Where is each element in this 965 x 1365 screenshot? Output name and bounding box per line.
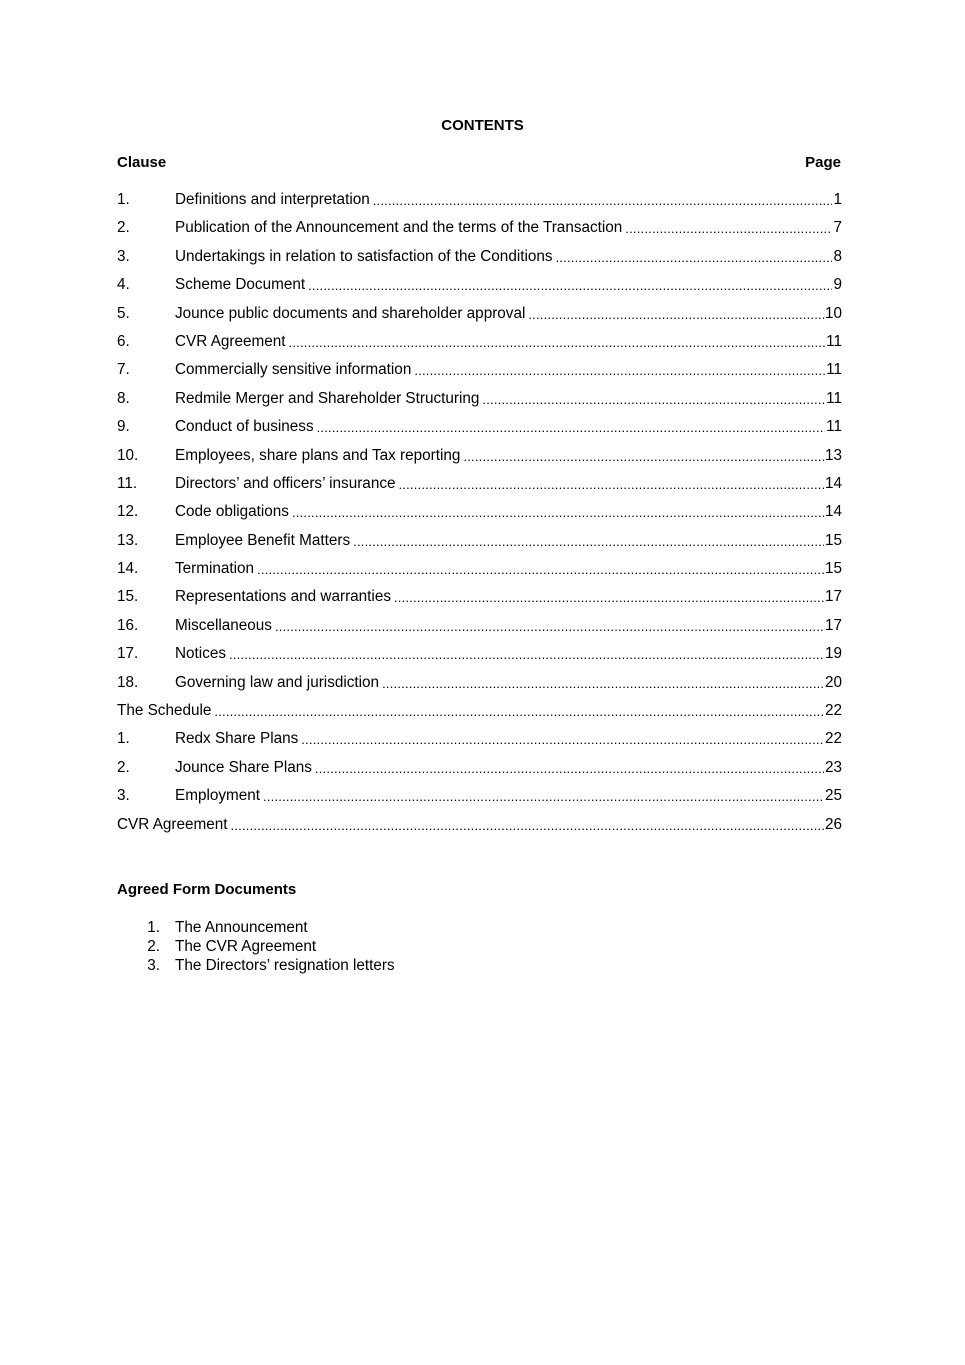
toc-dot-leader — [556, 246, 833, 270]
toc-entry[interactable] — [117, 303, 842, 331]
toc-entry-page-number: 11 — [826, 389, 842, 407]
toc-entry-page-number: 20 — [824, 673, 842, 691]
clause-column-header: Clause — [117, 154, 167, 171]
toc-entry-page-number: 15 — [824, 531, 842, 549]
toc-entry[interactable] — [117, 700, 842, 728]
toc-entry-page-number: 23 — [824, 758, 842, 776]
agreed-form-item — [117, 956, 395, 975]
toc-dot-leader — [394, 586, 824, 610]
toc-entry-number: 4. — [117, 276, 130, 294]
toc-entry-page-number: 22 — [824, 702, 842, 720]
toc-entry-number: 13. — [117, 531, 139, 549]
page-title: CONTENTS — [441, 117, 524, 134]
toc-entry-page-number: 22 — [824, 730, 842, 748]
toc-entry-number: 18. — [117, 673, 139, 691]
toc-dot-leader — [315, 757, 824, 781]
toc-dot-leader — [373, 189, 833, 213]
toc-dot-leader — [214, 700, 824, 724]
toc-entry-title[interactable]: CVR Agreement — [175, 332, 286, 350]
toc-entry[interactable] — [117, 331, 842, 359]
toc-entry-title[interactable]: Redx Share Plans — [175, 730, 299, 748]
toc-entry-title[interactable]: Conduct of business — [175, 418, 314, 436]
toc-entry-title[interactable]: Employees, share plans and Tax reporting — [175, 446, 461, 464]
toc-entry-number: 7. — [117, 361, 130, 379]
toc-dot-leader — [463, 445, 824, 469]
agreed-form-heading: Agreed Form Documents — [117, 881, 297, 898]
toc-entry-number: 6. — [117, 332, 130, 350]
table-of-contents — [117, 189, 842, 842]
toc-entry-number: 16. — [117, 616, 139, 634]
toc-entry-page-number: 14 — [824, 474, 842, 492]
toc-entry-page-number: 11 — [826, 418, 842, 436]
toc-entry[interactable] — [117, 558, 842, 586]
toc-entry[interactable] — [117, 785, 842, 813]
toc-entry-number: 1. — [117, 191, 130, 208]
toc-entry-title[interactable]: Publication of the Announcement and the terms of the Transaction — [175, 219, 623, 237]
agreed-form-item-number: 1. — [147, 919, 160, 936]
agreed-form-item-number: 3. — [147, 956, 160, 974]
toc-entry[interactable] — [117, 814, 842, 842]
toc-entry-title[interactable]: Notices — [175, 645, 227, 663]
toc-entry-number: 9. — [117, 418, 130, 436]
toc-entry-number: 8. — [117, 389, 130, 407]
toc-entry-number: 5. — [117, 304, 130, 322]
toc-dot-leader — [257, 558, 824, 582]
toc-entry-number: 12. — [117, 503, 139, 521]
page-column-header: Page — [805, 154, 841, 171]
toc-entry-number: 3. — [117, 787, 130, 805]
toc-entry-title[interactable]: Scheme Document — [175, 276, 306, 294]
toc-entry-page-number: 19 — [824, 645, 842, 663]
toc-dot-leader — [308, 274, 832, 298]
toc-entry-page-number: 8 — [833, 247, 842, 265]
toc-dot-leader — [482, 388, 825, 412]
toc-entry-page-number: 13 — [824, 446, 842, 464]
toc-dot-leader — [528, 303, 824, 327]
toc-entry-page-number: 14 — [824, 503, 842, 521]
toc-entry-number: 3. — [117, 247, 130, 265]
toc-entry-title[interactable]: CVR Agreement — [117, 815, 228, 833]
toc-dot-leader — [292, 501, 824, 525]
agreed-form-item — [117, 937, 395, 956]
toc-entry[interactable] — [117, 615, 842, 643]
toc-entry[interactable] — [117, 728, 842, 756]
toc-entry-title[interactable]: Termination — [175, 560, 255, 578]
toc-entry[interactable] — [117, 189, 842, 217]
toc-entry-page-number: 25 — [824, 787, 842, 805]
toc-entry[interactable] — [117, 473, 842, 501]
toc-entry[interactable] — [117, 246, 842, 274]
toc-entry-title[interactable]: Employee Benefit Matters — [175, 531, 351, 549]
toc-entry-page-number: 17 — [824, 588, 842, 606]
toc-dot-leader — [231, 814, 824, 838]
toc-dot-leader — [414, 359, 825, 383]
agreed-form-item-title: The Directors’ resignation letters — [175, 956, 395, 974]
toc-entry-page-number: 26 — [824, 815, 842, 833]
toc-dot-leader — [301, 728, 824, 752]
toc-entry-page-number: 17 — [824, 616, 842, 634]
toc-entry-number: 1. — [117, 730, 130, 748]
toc-entry-title[interactable]: Jounce public documents and shareholder approval — [175, 304, 526, 322]
toc-entry-title[interactable]: Employment — [175, 787, 261, 805]
toc-dot-leader — [263, 785, 824, 809]
agreed-form-item — [117, 918, 395, 937]
toc-entry-number: 17. — [117, 645, 139, 663]
toc-entry-number: 14. — [117, 560, 139, 578]
toc-entry-title[interactable]: Undertakings in relation to satisfaction of the Conditions — [175, 247, 553, 265]
toc-entry-title[interactable]: Miscellaneous — [175, 616, 272, 634]
toc-entry[interactable] — [117, 757, 842, 785]
toc-entry-title[interactable]: Representations and warranties — [175, 588, 391, 606]
toc-entry-title[interactable]: Definitions and interpretation — [175, 191, 370, 208]
toc-entry[interactable] — [117, 501, 842, 529]
toc-dot-leader — [317, 416, 826, 440]
agreed-form-list — [117, 918, 395, 975]
toc-entry-page-number: 9 — [833, 276, 842, 294]
toc-entry-title[interactable]: Directors’ and officers’ insurance — [175, 474, 396, 492]
toc-entry-page-number: 7 — [833, 219, 842, 237]
toc-entry-page-number: 15 — [824, 560, 842, 578]
toc-entry-page-number: 11 — [826, 332, 842, 350]
toc-dot-leader — [382, 672, 824, 696]
toc-entry-page-number: 11 — [826, 361, 842, 379]
toc-entry-number: 2. — [117, 758, 130, 776]
toc-entry-page-number: 10 — [824, 304, 842, 322]
agreed-form-item-title: The Announcement — [175, 919, 308, 936]
toc-entry[interactable] — [117, 445, 842, 473]
agreed-form-item-title: The CVR Agreement — [175, 937, 317, 955]
toc-entry-title[interactable]: Commercially sensitive information — [175, 361, 412, 379]
toc-dot-leader — [229, 643, 824, 667]
toc-entry-number: 10. — [117, 446, 139, 464]
toc-entry[interactable] — [117, 530, 842, 558]
toc-entry-title[interactable]: The Schedule — [117, 702, 212, 720]
toc-entry[interactable] — [117, 586, 842, 614]
agreed-form-item-number: 2. — [147, 937, 160, 955]
toc-entry[interactable] — [117, 416, 842, 444]
toc-entry-number: 11. — [117, 474, 138, 492]
toc-entry[interactable] — [117, 672, 842, 700]
toc-entry-title[interactable]: Redmile Merger and Shareholder Structuring — [175, 389, 480, 407]
toc-entry-number: 2. — [117, 219, 130, 237]
toc-dot-leader — [398, 473, 824, 497]
toc-entry-number: 15. — [117, 588, 139, 606]
toc-entry-title[interactable]: Code obligations — [175, 503, 289, 521]
toc-entry-title[interactable]: Jounce Share Plans — [175, 758, 312, 776]
toc-entry-title[interactable]: Governing law and jurisdiction — [175, 673, 380, 691]
toc-dot-leader — [353, 530, 824, 554]
toc-entry[interactable] — [117, 359, 842, 387]
toc-dot-leader — [625, 217, 832, 241]
toc-entry[interactable] — [117, 274, 842, 302]
toc-dot-leader — [289, 331, 826, 355]
toc-entry[interactable] — [117, 217, 842, 245]
toc-entry-page-number: 1 — [833, 191, 842, 208]
toc-dot-leader — [275, 615, 824, 639]
toc-entry[interactable] — [117, 643, 842, 671]
toc-entry[interactable] — [117, 388, 842, 416]
